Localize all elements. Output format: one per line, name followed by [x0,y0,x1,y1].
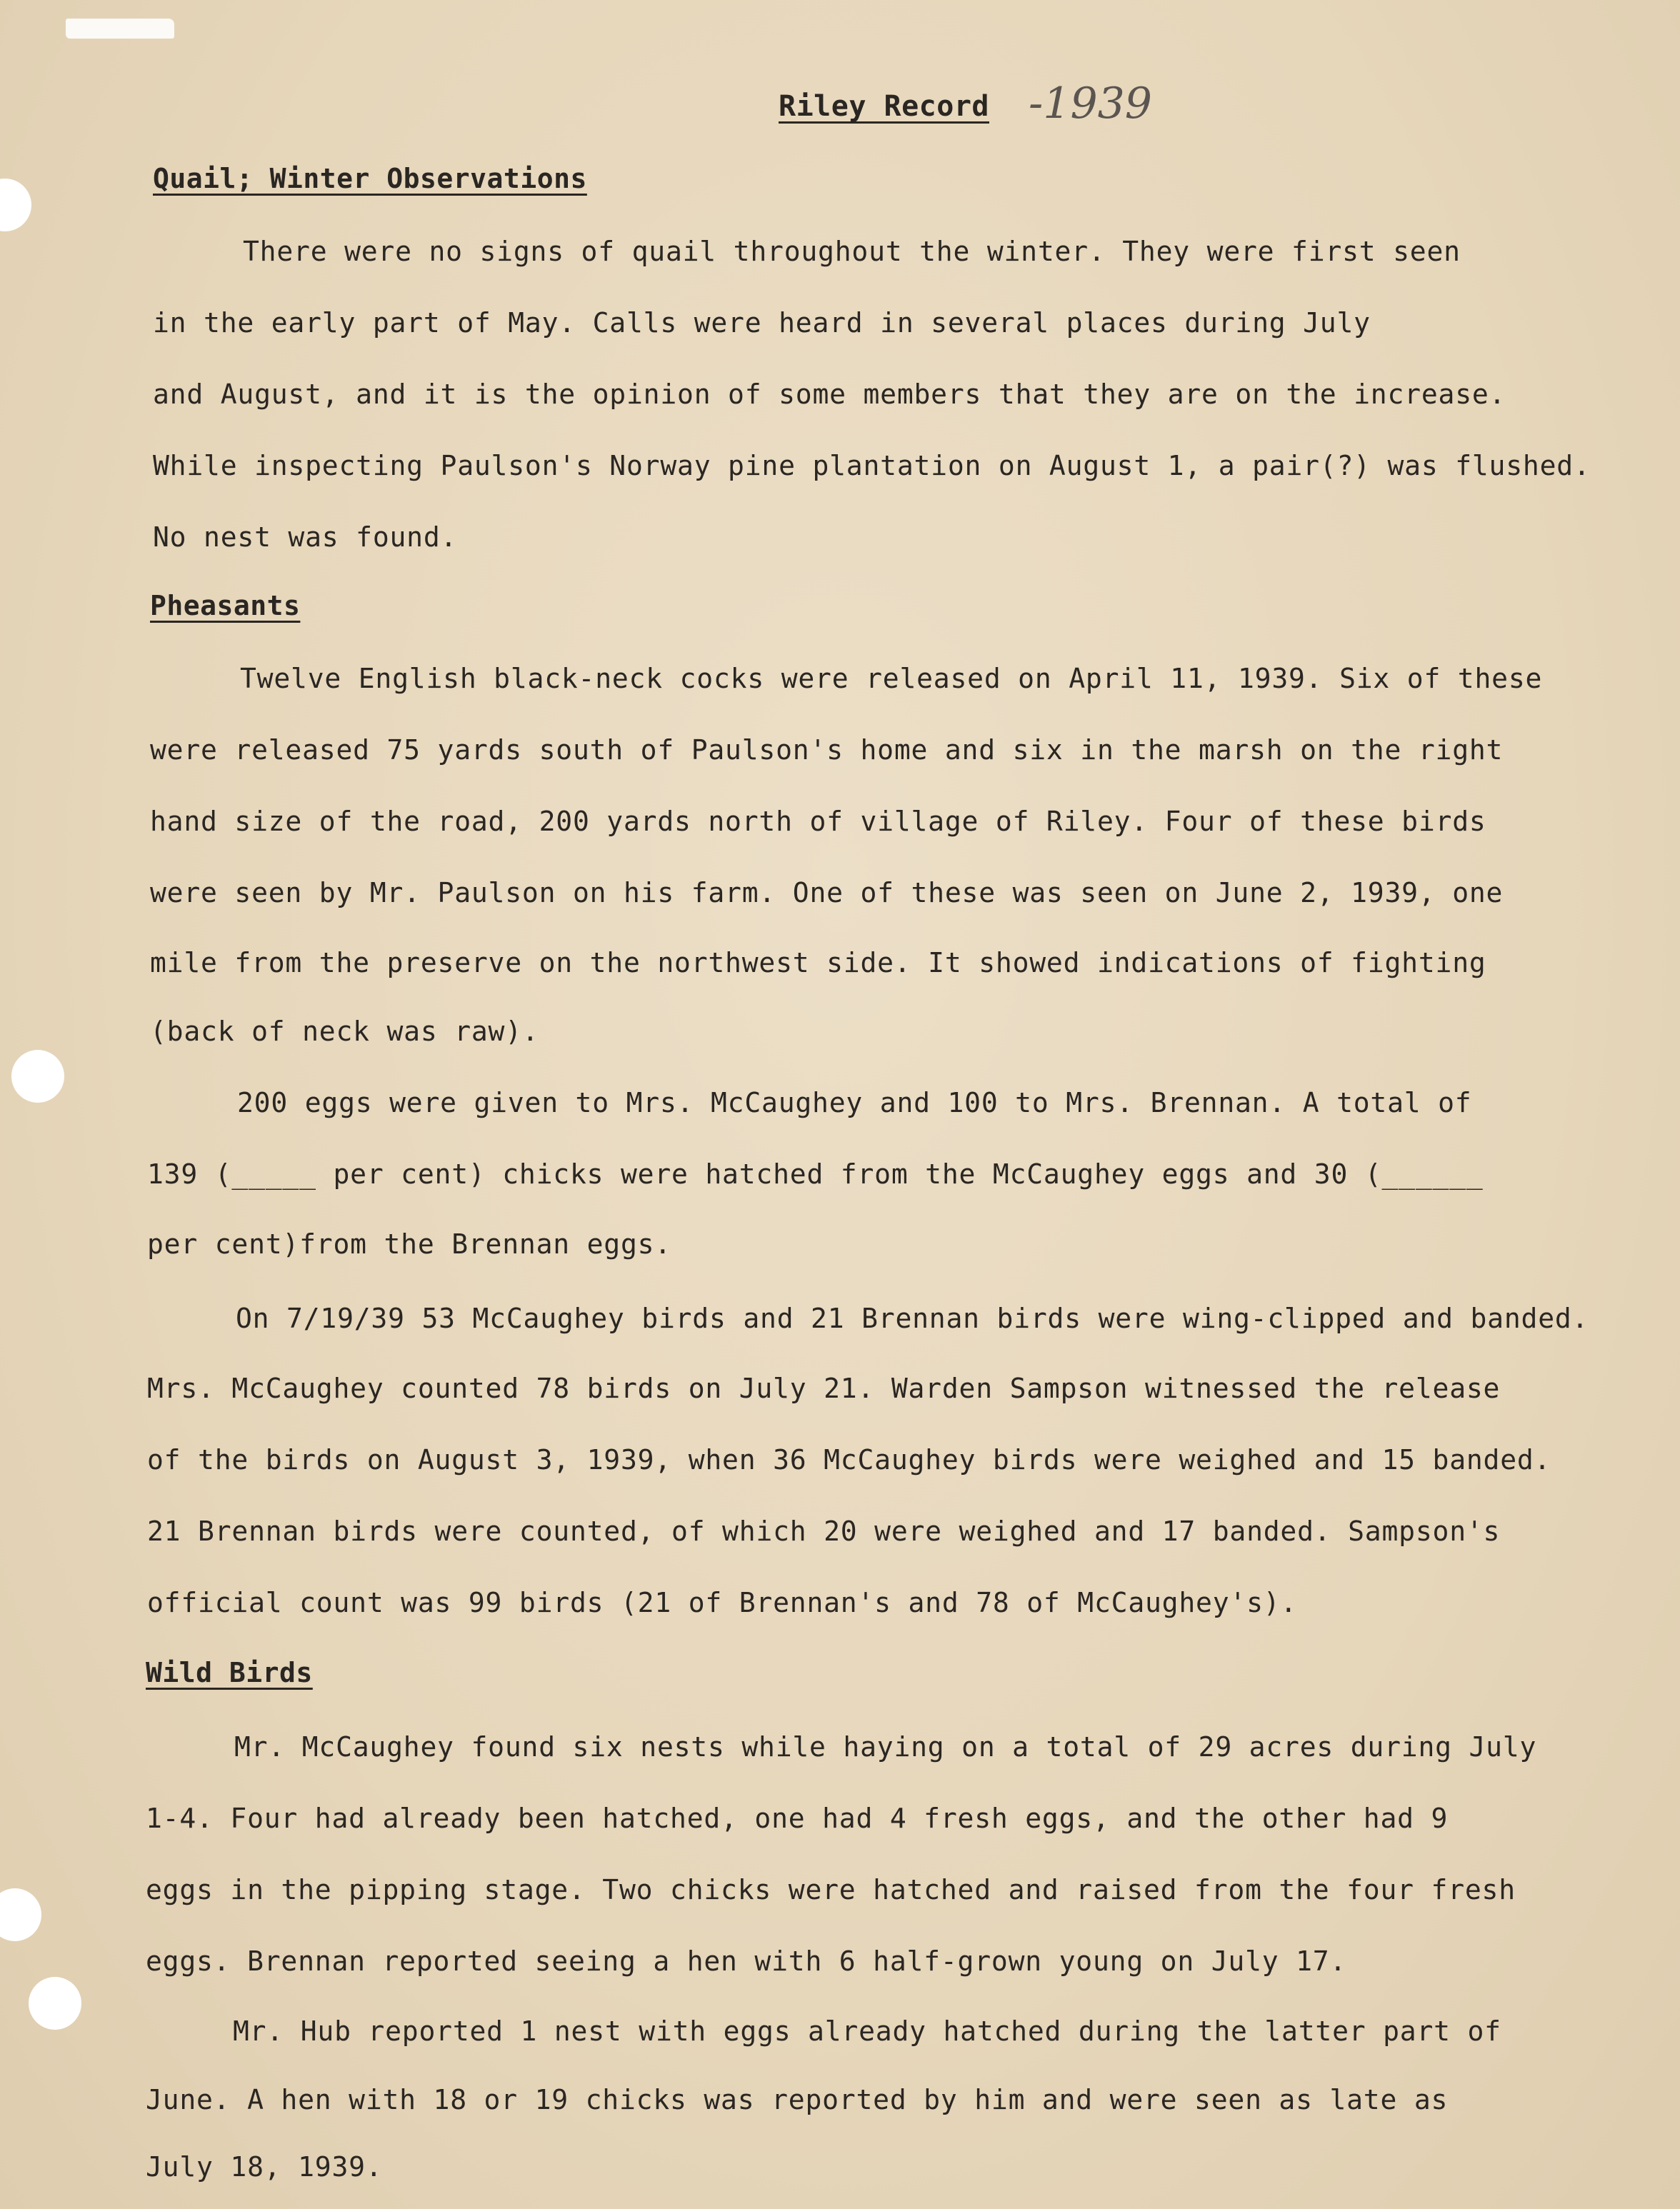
text-line: Twelve English black-neck cocks were released on April 11, 1939. Six of these [240,663,1543,694]
text-line: 200 eggs were given to Mrs. McCaughey and 100 to Mrs. Brennan. A total of [237,1087,1472,1118]
text-line: official count was 99 birds (21 of Brennan's and 78 of McCaughey's). [147,1587,1298,1618]
text-line: Mr. McCaughey found six nests while haying on a total of 29 acres during July [234,1731,1537,1763]
text-line: were seen by Mr. Paulson on his farm. One of these was seen on June 2, 1939, one [150,877,1504,908]
text-line: were released 75 yards south of Paulson's home and six in the marsh on the right [150,734,1504,766]
page-title: Riley Record [779,90,989,123]
text-line: Mr. Hub reported 1 nest with eggs already hatched during the latter part of [233,2015,1501,2047]
section-heading-wild-birds: Wild Birds [146,1657,313,1688]
handwritten-year: -1939 [1029,79,1152,129]
text-line: 21 Brennan birds were counted, of which 20 were weighed and 17 banded. Sampson's [147,1516,1501,1547]
text-line: There were no signs of quail throughout the winter. They were first seen [243,236,1461,267]
text-line: hand size of the road, 200 yards north of village of Riley. Four of these birds [150,806,1486,837]
text-line: On 7/19/39 53 McCaughey birds and 21 Brennan birds were wing-clipped and banded. [236,1303,1589,1334]
text-line: in the early part of May. Calls were heard in several places during July [153,307,1371,339]
text-line: (back of neck was raw). [150,1016,539,1047]
text-line: 1-4. Four had already been hatched, one had 4 fresh eggs, and the other had 9 [146,1803,1449,1834]
text-line: of the birds on August 3, 1939, when 36 McCaughey birds were weighed and 15 banded. [147,1444,1551,1476]
text-line: Mrs. McCaughey counted 78 birds on July 21. Warden Sampson witnessed the release [147,1373,1501,1404]
section-heading-quail: Quail; Winter Observations [153,163,587,194]
text-line: mile from the preserve on the northwest side. It showed indications of fighting [150,947,1486,978]
text-line: June. A hen with 18 or 19 chicks was reported by him and were seen as late as [146,2084,1449,2115]
section-heading-pheasants: Pheasants [150,590,301,621]
text-line: While inspecting Paulson's Norway pine plantation on August 1, a pair(?) was flushed. [153,450,1591,481]
tape-mark [66,19,174,39]
text-line: No nest was found. [153,521,458,553]
text-line: eggs in the pipping stage. Two chicks were hatched and raised from the four fresh [146,1874,1516,1905]
text-line: July 18, 1939. [146,2151,383,2183]
punch-hole-3 [0,1888,41,1941]
punch-hole-4 [29,1977,81,2030]
punch-hole-2 [11,1050,64,1103]
punch-hole-1 [0,179,31,231]
text-line: eggs. Brennan reported seeing a hen with 6 half-grown young on July 17. [146,1945,1347,1977]
text-line: per cent)from the Brennan eggs. [147,1228,672,1260]
text-line: 139 (_____ per cent) chicks were hatched from the McCaughey eggs and 30 (______ [147,1158,1484,1190]
text-line: and August, and it is the opinion of some members that they are on the increase. [153,379,1506,410]
